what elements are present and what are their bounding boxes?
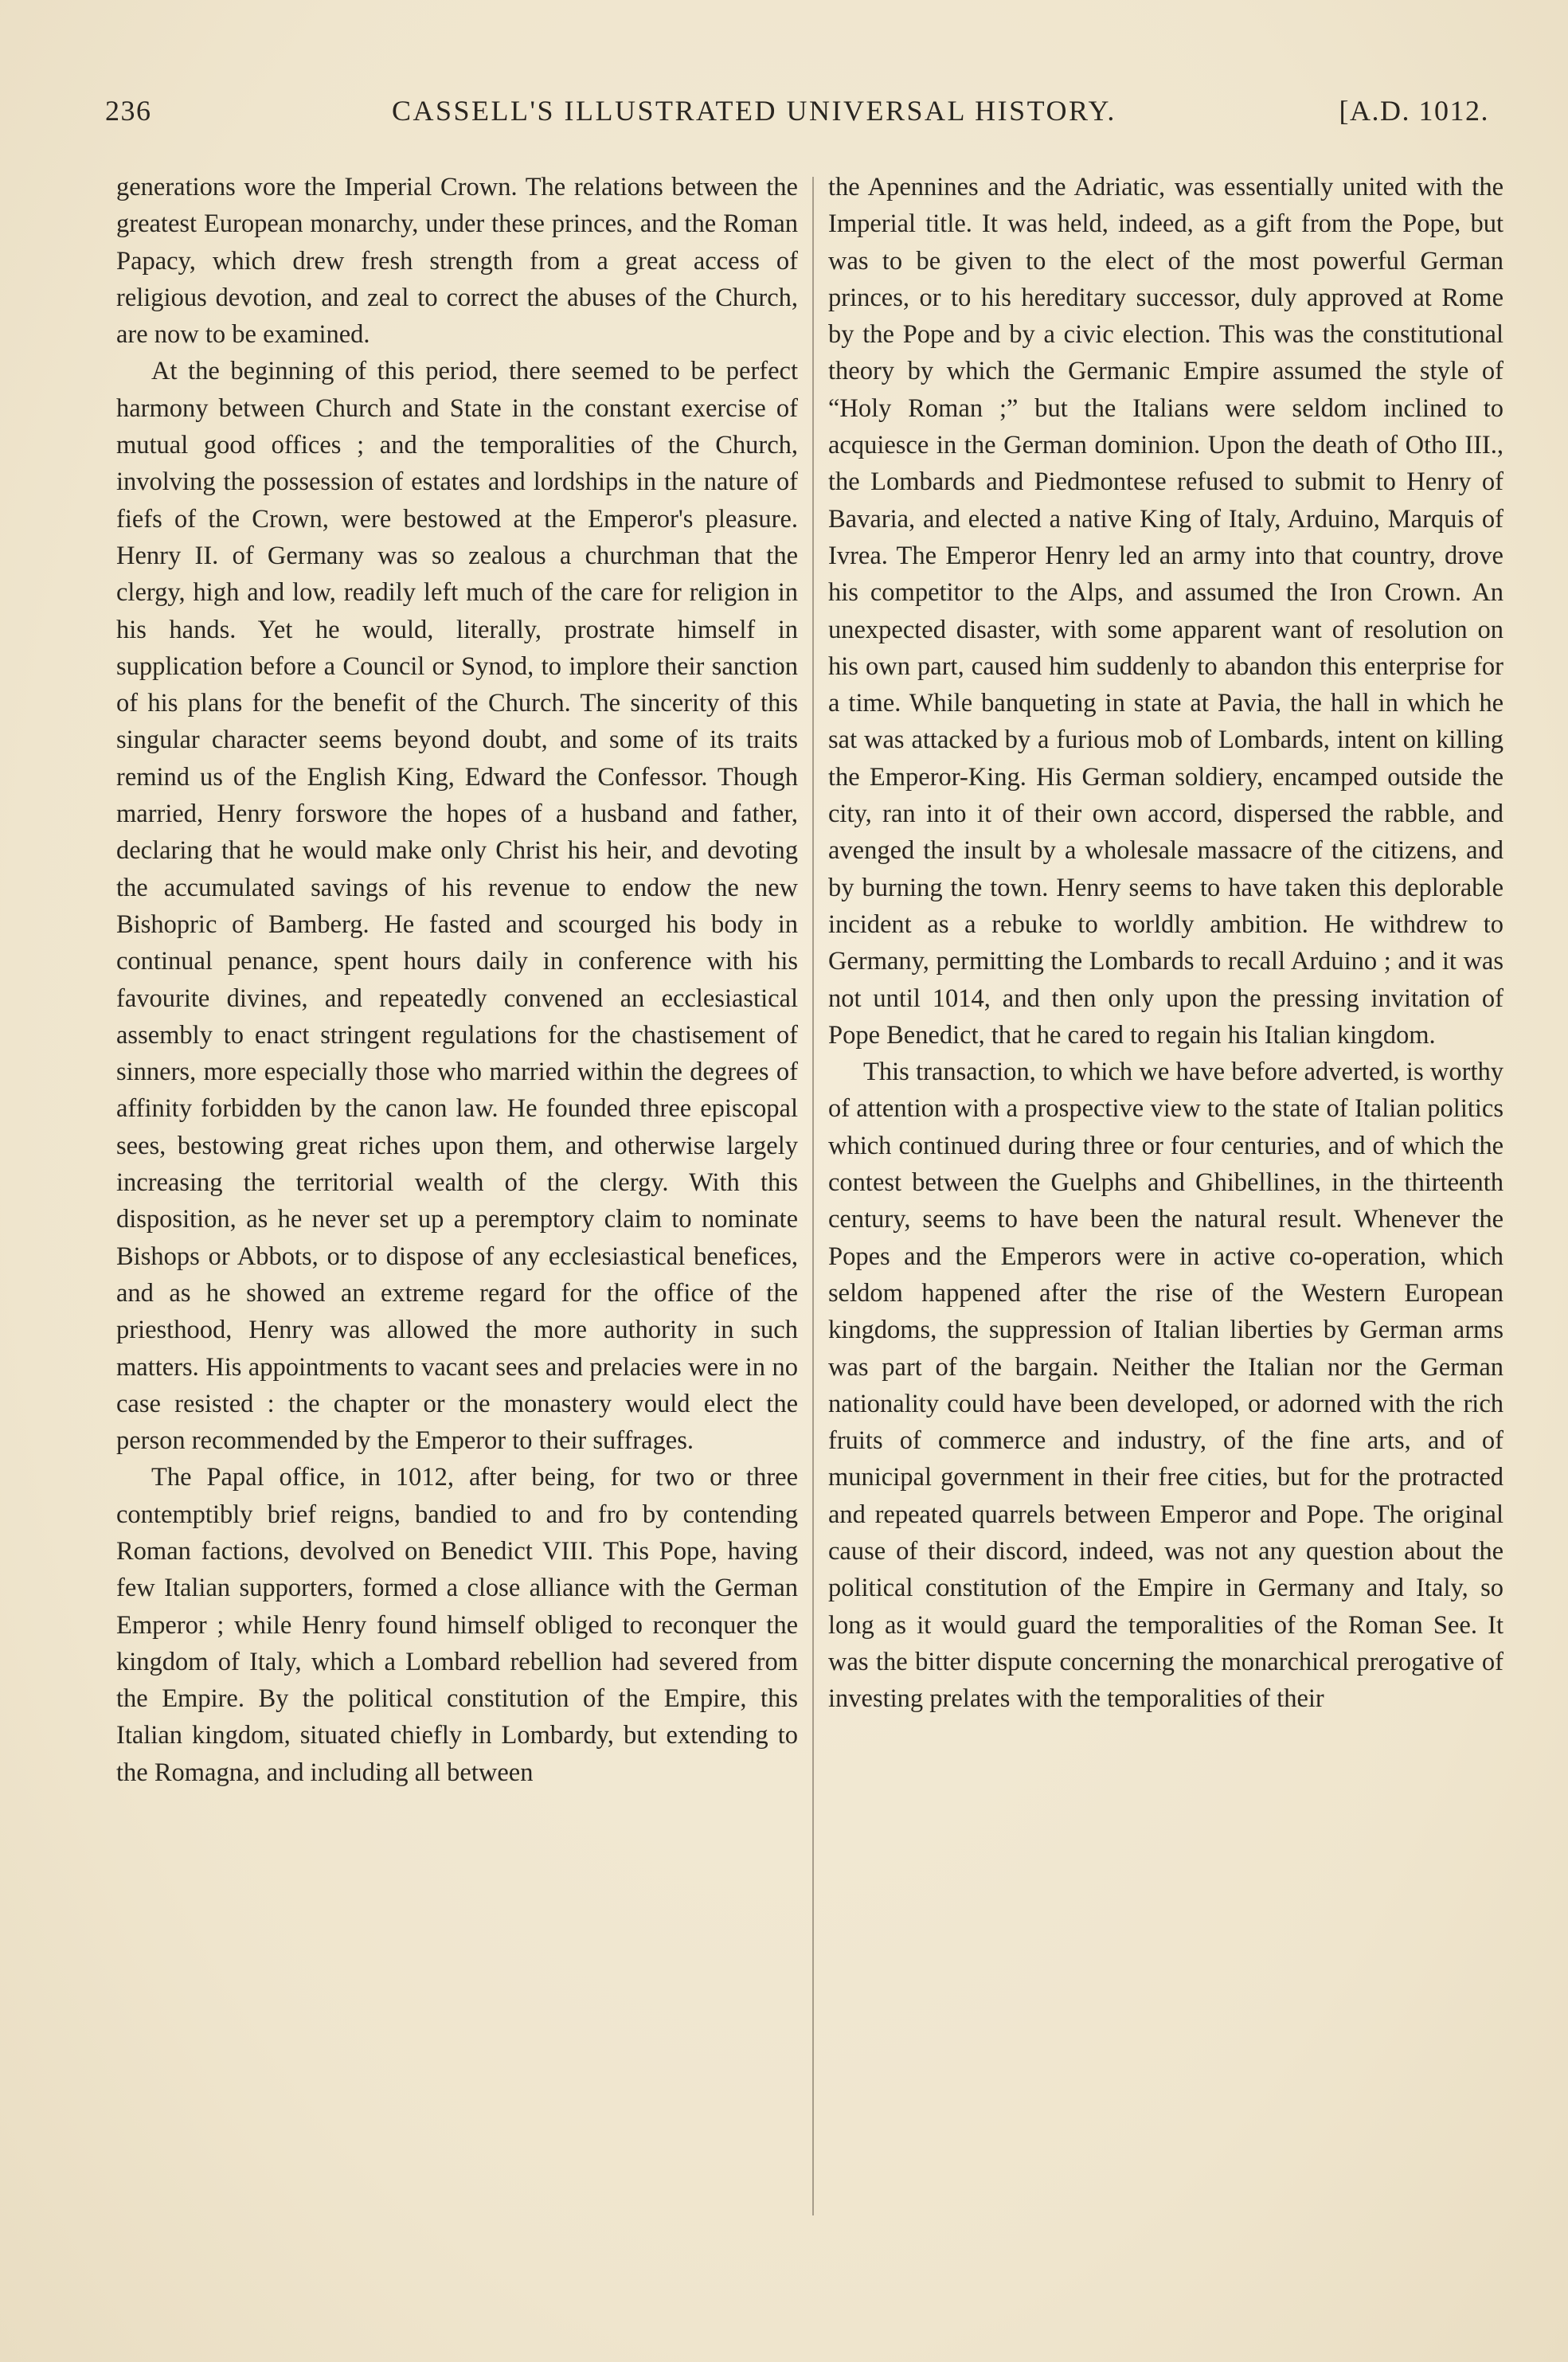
paragraph: generations wore the Imperial Crown. The relations between the greatest European monarchy, under these princes, and the Roman Papacy, which drew fresh strength from a great access of religious devotion, and zeal to correct the abuses of the Church, are now to be examined. xyxy=(116,173,798,350)
page-number: 236 xyxy=(105,95,152,127)
date-reference: [A.D. 1012. xyxy=(1339,95,1489,127)
paragraph: At the beginning of this period, there seemed to be perfect harmony between Church and State in the constant exercise of mutual good offices ; and the temporalities of the Church, involving the possession of estates and lordships in the nature of fiefs of the Crown, were bestowed at the Emperor's pleasure. Henry II. of Germany was so zealous a churchman that the clergy, high and low, readily left much of the care for religion in his hands. Yet he would, literally, prostrate himself in supplication before a Council or Synod, to implore their sanction of his plans for the benefit of the Church. The sincerity of this singular character seems beyond doubt, and some of its traits remind us of the English King, Edward the Confessor. Though married, Henry forswore the hopes of a husband and father, declaring that he would make only Christ his heir, and devoting the accumulated savings of his revenue to endow the new Bishopric of Bamberg. He fasted and scourged his body in continual penance, spent hours daily in conference with his favourite divines, and repeatedly convened an ecclesiastical assembly to enact stringent regulations for the chastisement of sinners, more especially those who married within the degrees of affinity forbidden by the canon law. He founded three episcopal sees, bestowing great riches upon them, and otherwise largely increasing the territorial wealth of the clergy. With this disposition, as he never set up a peremptory claim to nominate Bishops or Abbots, or to dispose of any ecclesiastical benefices, and as he showed an extreme regard for the office of the priesthood, Henry was allowed the more authority in such matters. His appointments to vacant sees and prelacies were in no case resisted : the chapter or the monastery would elect the person recommended by the Emperor to their suffrages. xyxy=(116,357,798,1456)
running-head xyxy=(105,94,1489,142)
paragraph: This transaction, to which we have before adverted, is worthy of attention with a prospective view to the state of Italian politics which continued during three or four centuries, and of which the contest between the Guelphs and Ghibellines, in the thirteenth century, seems to have been the natural result. Whenever the Popes and the Emperors were in active co-operation, which seldom happened after the rise of the Western European kingdoms, the suppression of Italian liberties by German arms was part of the bargain. Neither the Italian nor the German nationality could have been developed, or adorned with the rich fruits of commerce and industry, of the fine arts, and of municipal government in their free cities, but for the protracted and repeated quarrels between Emperor and Pope. The original cause of their discord, indeed, was not any question about the political constitution of the Empire in Germany and Italy, so long as it would guard the temporalities of the Roman See. It was the bitter dispute concerning the monarchical prerogative of investing prelates with the temporalities of their xyxy=(828,1058,1503,1714)
left-column xyxy=(116,169,798,1791)
book-title: CASSELL'S ILLUSTRATED UNIVERSAL HISTORY. xyxy=(392,95,1116,127)
paragraph: The Papal office, in 1012, after being, for two or three contemptibly brief reigns, bandied to and fro by contending Roman factions, devolved on Benedict VIII. This Pope, having few Italian supporters, formed a close alliance with the German Emperor ; while Henry found himself obliged to reconquer the kingdom of Italy, which a Lombard rebellion had severed from the Empire. By the political constitution of the Empire, this Italian kingdom, situated chiefly in Lombardy, but extending to the Romagna, and including all between xyxy=(116,1463,798,1787)
paragraph: the Apennines and the Adriatic, was essentially united with the Imperial title. It was held, indeed, as a gift from the Pope, but was to be given to the elect of the most powerful German princes, or to his hereditary successor, duly approved at Rome by the Pope and by a civic election. This was the constitutional theory by which the Germanic Empire assumed the style of “Holy Roman ;” but the Italians were seldom inclined to acquiesce in the German dominion. Upon the death of Otho III., the Lombards and Piedmontese refused to submit to Henry of Bavaria, and elected a native King of Italy, Arduino, Marquis of Ivrea. The Emperor Henry led an army into that country, drove his competitor to the Alps, and assumed the Iron Crown. An unexpected disaster, with some apparent want of resolution on his own part, caused him suddenly to abandon this enterprise for a time. While banqueting in state at Pavia, the hall in which he sat was attacked by a furious mob of Lombards, intent on killing the Emperor-King. His German soldiery, encamped outside the city, ran into it of their own accord, dispersed the rabble, and avenged the insult by a wholesale massacre of the citizens, and by burning the town. Henry seems to have taken this deplorable incident as a rebuke to worldly ambition. He withdrew to Germany, permitting the Lombards to recall Arduino ; and it was not until 1014, and then only upon the pressing invitation of Pope Benedict, that he cared to regain his Italian kingdom. xyxy=(828,173,1503,1050)
right-column xyxy=(828,169,1503,1717)
column-divider xyxy=(812,177,814,2215)
